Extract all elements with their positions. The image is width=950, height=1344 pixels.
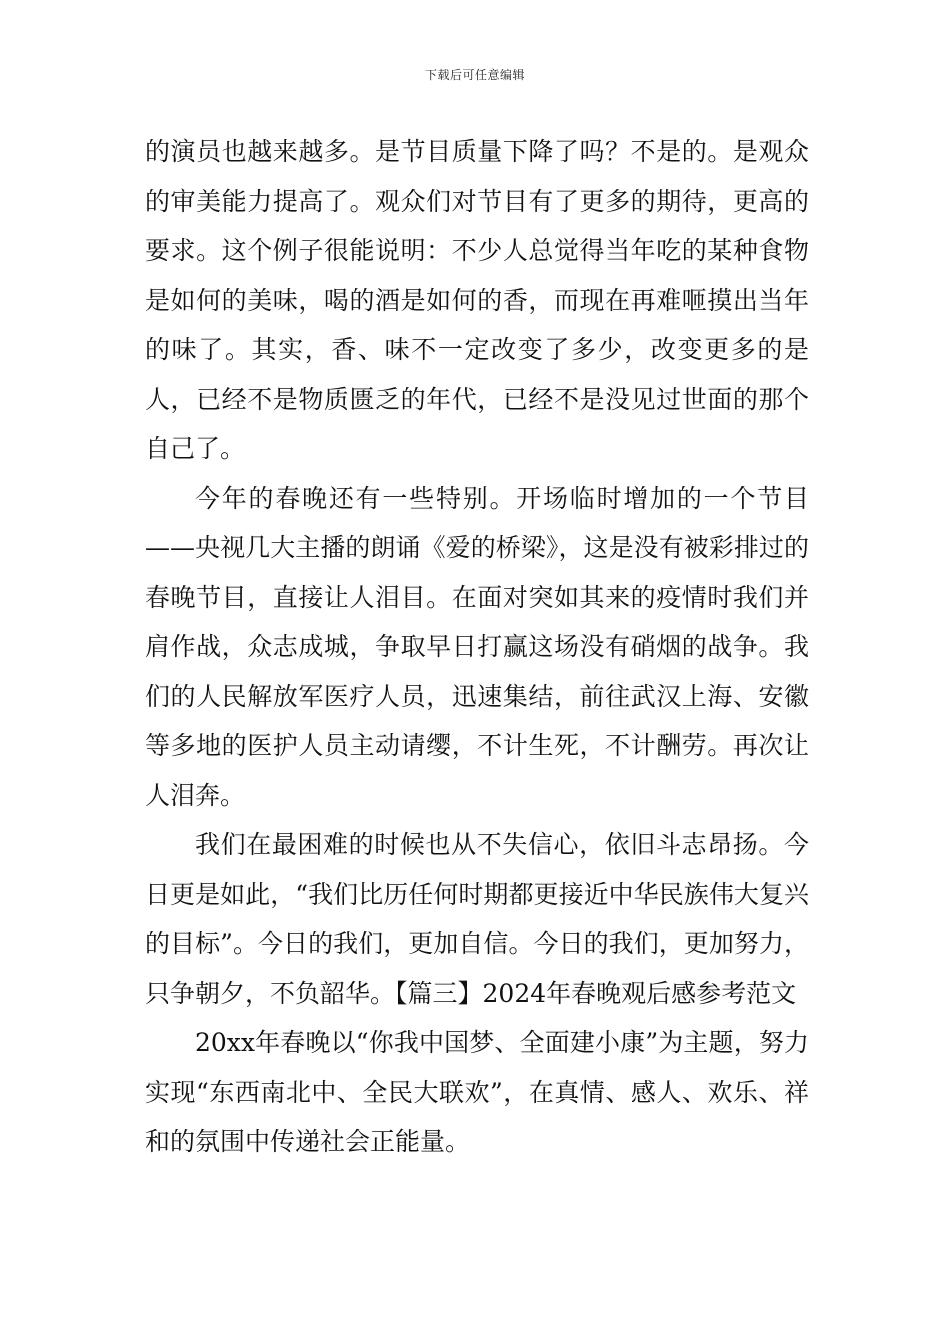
paragraph-2: 今年的春晚还有一些特别。开场临时增加的一个节目——央视几大主播的朗诵《爱的桥梁》，这是没有被彩排过的春晚节目，直接让人泪目。在面对突如其来的疫情时我们并肩作战，众志成城，争取早日打赢这场没有硝烟的战争。我们的人民解放军医疗人员，迅速集结，前往武汉上海、安徽等多地的医护人员主动请缨，不计生死，不计酬劳。再次让人泪奔。: [145, 483, 809, 810]
paragraph-3: 我们在最困难的时候也从不失信心，依旧斗志昂扬。今日更是如此，“我们比历任何时期都更接近中华民族伟大复兴的目标”。今日的我们，更加自信。今日的我们，更加努力，只争朝夕，不负韶华。【篇三】2024年春晚观后感参考范文: [145, 830, 809, 1008]
document-body: [145, 127, 809, 1167]
paragraph-1: 的演员也越来越多。是节目质量下降了吗？不是的。是观众的审美能力提高了。观众们对节目有了更多的期待，更高的要求。这个例子很能说明：不少人总觉得当年吃的某种食物是如何的美味，喝的酒是如何的香，而现在再难咂摸出当年的味了。其实，香、味不一定改变了多少，改变更多的是人，已经不是物质匮乏的年代，已经不是没见过世面的那个自己了。: [145, 137, 809, 463]
page-header: 下载后可任意编辑: [424, 68, 525, 82]
paragraph-4: 20xx年春晚以“你我中国梦、全面建小康”为主题，努力实现“东西南北中、全民大联欢”，在真情、感人、欢乐、祥和的氛围中传递社会正能量。: [145, 1028, 809, 1156]
